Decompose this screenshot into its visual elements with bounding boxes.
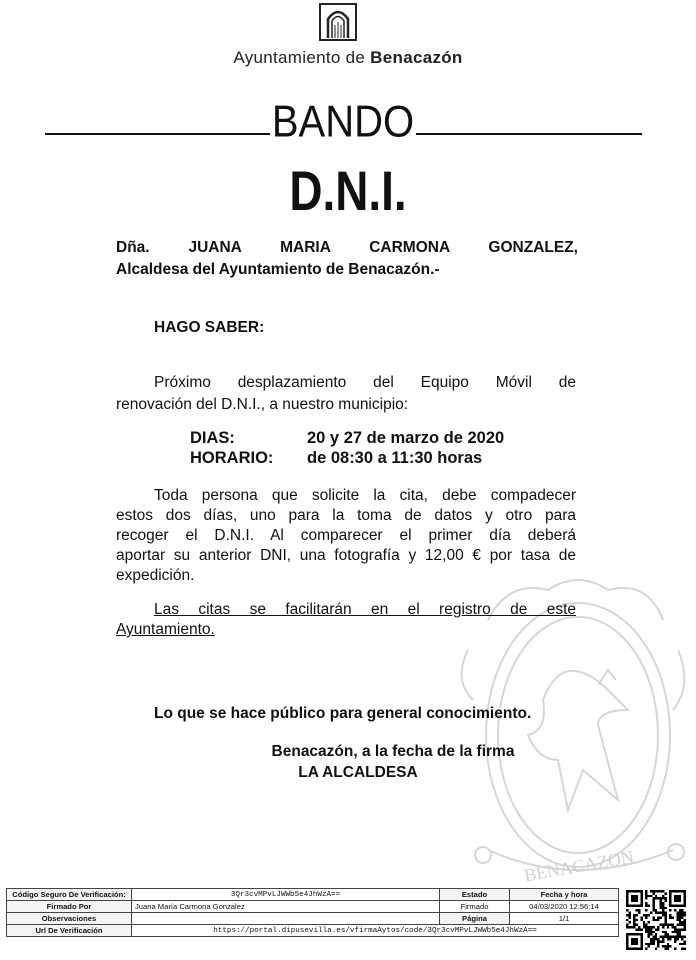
observations-value (132, 913, 440, 925)
public-notice-line: Lo que se hace público para general conocimiento. (154, 705, 532, 722)
table-row (7, 889, 619, 901)
status-value: Firmado (440, 901, 510, 913)
csv-label: Código Seguro De Verificación: (7, 889, 132, 901)
place-date-text: Benacazón, a la fecha de la firma (271, 743, 515, 760)
signed-by-value: Juana María Carmona Gonzalez (132, 901, 440, 913)
document-type-title: BANDO (271, 97, 415, 147)
municipality-name (0, 48, 696, 68)
page-value: 1/1 (510, 913, 619, 925)
seal-text: BENACAZON (522, 846, 636, 886)
datetime-value: 04/03/2020 12:56:14 (510, 901, 619, 913)
requirements-paragraph-line: aportar su anterior DNI, una fotografía y 12,00 € por tasa de (116, 547, 576, 564)
verification-url[interactable]: https://portal.dipusevilla.es/vfirmaAytos/code/3Qr3cvMPvLJWWb5e4JhWzA== (132, 925, 619, 937)
hours-label: HORARIO: (190, 449, 274, 467)
mayor-name-line: Dña. JUANA MARIA CARMONA GONZALEZ, (116, 239, 578, 256)
requirements-paragraph-line: Toda persona que solicite la cita, debe compadecer (154, 487, 576, 504)
table-row (7, 901, 619, 913)
signed-by-label: Firmado Por (7, 901, 132, 913)
signer-title (0, 763, 696, 783)
org-prefix: Ayuntamiento de (233, 48, 371, 67)
town-hall-logo (319, 3, 357, 41)
org-name: Benacazón (370, 48, 463, 67)
qr-code-icon (626, 890, 686, 950)
subject-title: D.N.I. (289, 159, 407, 222)
title-rule-right (416, 133, 642, 135)
signature-verification-table (6, 888, 619, 937)
signer-text: LA ALCALDESA (298, 764, 418, 781)
days-label: DIAS: (190, 429, 235, 447)
appointments-note-line: Ayuntamiento. (116, 621, 215, 638)
requirements-paragraph-line: recoger el D.N.I. Al comparecer el primer día deberá (116, 527, 576, 544)
mayor-title-line: Alcaldesa del Ayuntamiento de Benacazón.- (116, 261, 440, 278)
status-label: Estado (440, 889, 510, 901)
observations-label: Observaciones (7, 913, 132, 925)
requirements-paragraph-line: estos dos días, uno para la toma de datos y otro para (116, 507, 576, 524)
requirements-paragraph-line: expedición. (116, 567, 195, 584)
appointments-note-line: Las citas se facilitarán en el registro de este (154, 601, 576, 618)
hours-value: de 08:30 a 11:30 horas (307, 449, 483, 467)
announcement-heading: HAGO SABER: (154, 319, 265, 336)
url-label: Url De Verificación (7, 925, 132, 937)
table-row (7, 913, 619, 925)
datetime-label: Fecha y hora (510, 889, 619, 901)
table-row (7, 925, 619, 937)
place-and-date (0, 742, 696, 762)
days-value: 20 y 27 de marzo de 2020 (307, 429, 505, 447)
page-label: Página (440, 913, 510, 925)
title-rule-left (45, 133, 270, 135)
intro-paragraph-line: Próximo desplazamiento del Equipo Móvil de (154, 374, 576, 391)
intro-paragraph-line: renovación del D.N.I., a nuestro municipio: (116, 396, 409, 413)
csv-value: 3Qr3cvMPvLJWWb5e4JhWzA== (132, 889, 440, 901)
